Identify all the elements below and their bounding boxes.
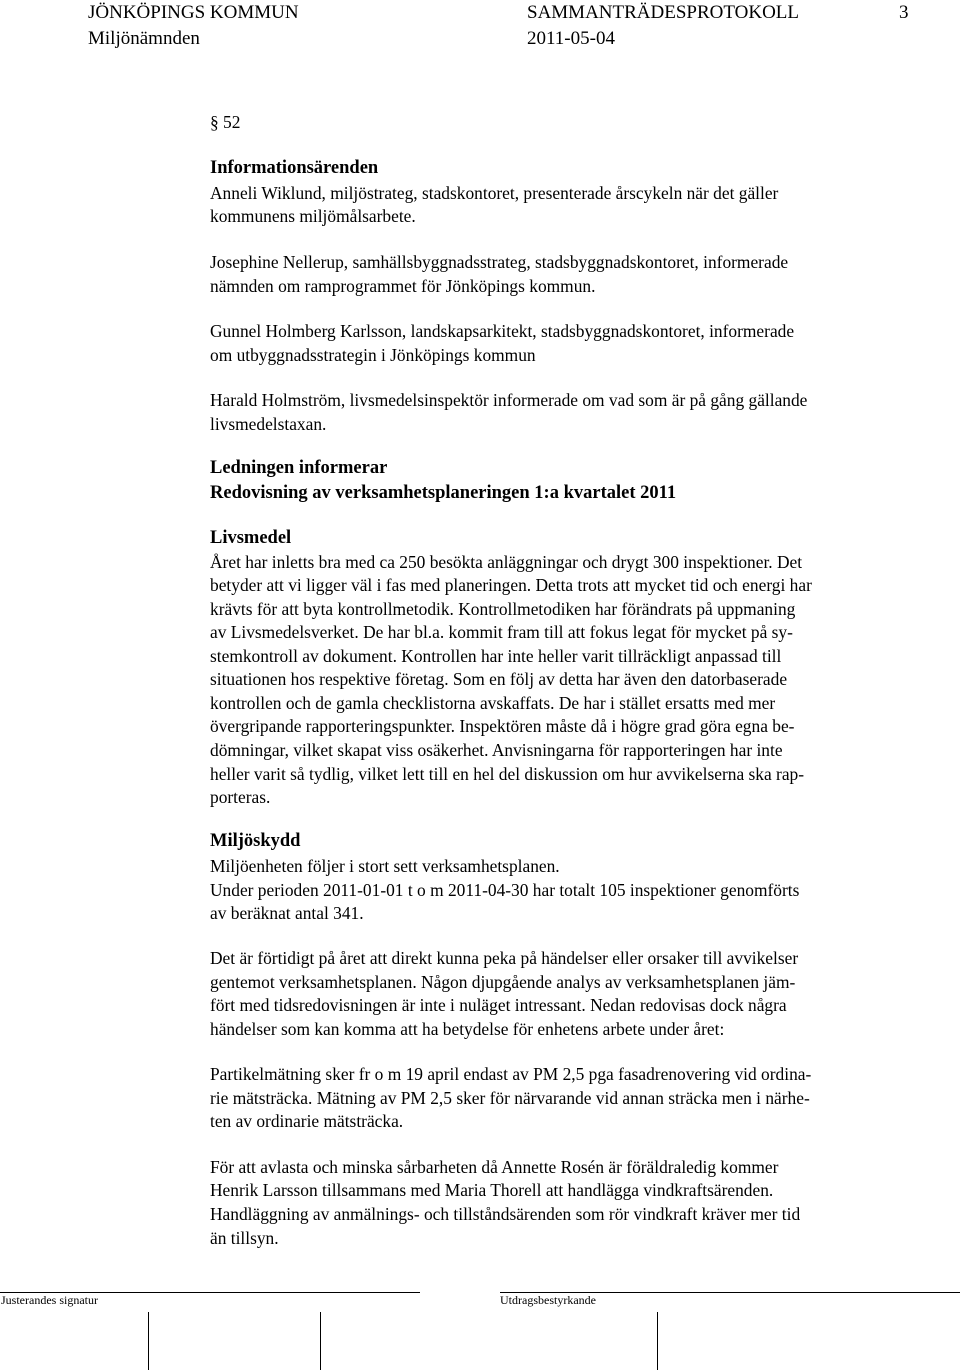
livsmedel-line: övergripande rapporteringspunkter. Inspektören måste då i högre grad göra egna be-: [210, 716, 795, 736]
livsmedel-line: stemkontroll av dokument. Kontrollen har inte heller varit tillräckligt anpassad till: [210, 646, 782, 666]
livsmedel-line: porteras.: [210, 787, 271, 807]
miljoskydd-line: Partikelmätning sker fr o m 19 april endast av PM 2,5 pga fasadrenovering vid ordina-: [210, 1064, 812, 1084]
signature-box-divider: [320, 1312, 321, 1370]
paragraph-line: Harald Holmström, livsmedelsinspektör informerade om vad som är på gång gällande: [210, 390, 808, 410]
miljoskydd-line: Miljöenheten följer i stort sett verksamhetsplanen.: [210, 856, 560, 876]
paragraph-line: nämnden om ramprogrammet för Jönköpings kommun.: [210, 276, 596, 296]
livsmedel-line: situationen hos respektive företag. Som en följ av detta har även den datorbaserade: [210, 669, 788, 689]
miljoskydd-line: ten av ordinarie mätsträcka.: [210, 1111, 404, 1131]
miljoskydd-line: rie mätsträcka. Mätning av PM 2,5 sker för närvarande vid annan sträcka men i närhe-: [210, 1088, 810, 1108]
extract-box-divider: [657, 1312, 658, 1370]
miljoskydd-line: För att avlasta och minska sårbarheten då Annette Rosén är föräldraledig kommer: [210, 1157, 779, 1177]
livsmedel-line: dömningar, vilket skapat viss osäkerhet. Anvisningarna för rapporteringen har inte: [210, 740, 783, 760]
signature-box-divider: [148, 1312, 149, 1370]
ledning-heading: Ledningen informerar: [210, 458, 388, 478]
livsmedel-line: Året har inletts bra med ca 250 besökta anläggningar och drygt 300 inspektioner. Det: [210, 552, 803, 572]
section-title: Informationsärenden: [210, 158, 379, 178]
board-name: Miljönämnden: [88, 28, 200, 49]
livsmedel-heading: Livsmedel: [210, 528, 292, 548]
miljoskydd-line: Handläggning av anmälnings- och tillståndsärenden som rör vindkraft kräver mer tid: [210, 1204, 801, 1224]
page-number: 3: [899, 2, 909, 23]
paragraph-line: Josephine Nellerup, samhällsbyggnadsstrateg, stadsbyggnadskontoret, informerade: [210, 252, 789, 272]
miljoskydd-line: än tillsyn.: [210, 1228, 279, 1248]
miljoskydd-line: Det är förtidigt på året att direkt kunna peka på händelser eller orsaker till avvikelser: [210, 948, 799, 968]
meeting-date: 2011-05-04: [527, 28, 615, 49]
miljoskydd-line: Under perioden 2011-01-01 t o m 2011-04-30 har totalt 105 inspektioner genomförts: [210, 880, 800, 900]
paragraph-line: Gunnel Holmberg Karlsson, landskapsarkitekt, stadsbyggnadskontoret, informerade: [210, 321, 795, 341]
organization-name: JÖNKÖPINGS KOMMUN: [88, 2, 299, 23]
paragraph-line: kommunens miljömålsarbete.: [210, 206, 416, 226]
paragraph-line: om utbyggnadsstrategin i Jönköpings kommun: [210, 345, 536, 365]
livsmedel-line: kontrollen och de gamla checklistorna avskaffats. De har i stället ersatts med mer: [210, 693, 776, 713]
miljoskydd-line: av beräknat antal 341.: [210, 903, 364, 923]
signature-label: Justerandes signatur: [1, 1293, 98, 1307]
extract-label: Utdragsbestyrkande: [500, 1293, 596, 1307]
redovisning-heading: Redovisning av verksamhetsplaneringen 1:a kvartalet 2011: [210, 483, 677, 503]
paragraph-line: Anneli Wiklund, miljöstrateg, stadskontoret, presenterade årscykeln när det gäller: [210, 183, 779, 203]
livsmedel-line: krävts för att byta kontrollmetodik. Kontrollmetodiken har förändrats på uppmaning: [210, 599, 796, 619]
livsmedel-line: heller varit så tydlig, vilket lett till en hel del diskussion om hur avvikelserna ska rap-: [210, 764, 805, 784]
livsmedel-line: betyder att vi ligger väl i fas med planeringen. Detta trots att mycket tid och energi har: [210, 575, 812, 595]
paragraph-number: § 52: [210, 112, 241, 132]
miljoskydd-heading: Miljöskydd: [210, 831, 301, 851]
miljoskydd-line: Henrik Larsson tillsammans med Maria Thorell att handlägga vindkraftsärenden.: [210, 1180, 774, 1200]
document-type: SAMMANTRÄDESPROTOKOLL: [527, 2, 800, 23]
miljoskydd-line: gentemot verksamhetsplanen. Någon djupgående analys av verksamhetsplanen jäm-: [210, 972, 796, 992]
miljoskydd-line: fört med tidsredovisningen är inte i nuläget intressant. Nedan redovisas dock några: [210, 995, 787, 1015]
paragraph-line: livsmedelstaxan.: [210, 414, 327, 434]
livsmedel-line: av Livsmedelsverket. De har bl.a. kommit fram till att fokus legat för mycket på sy-: [210, 622, 793, 642]
miljoskydd-line: händelser som kan komma att ha betydelse för enhetens arbete under året:: [210, 1019, 725, 1039]
